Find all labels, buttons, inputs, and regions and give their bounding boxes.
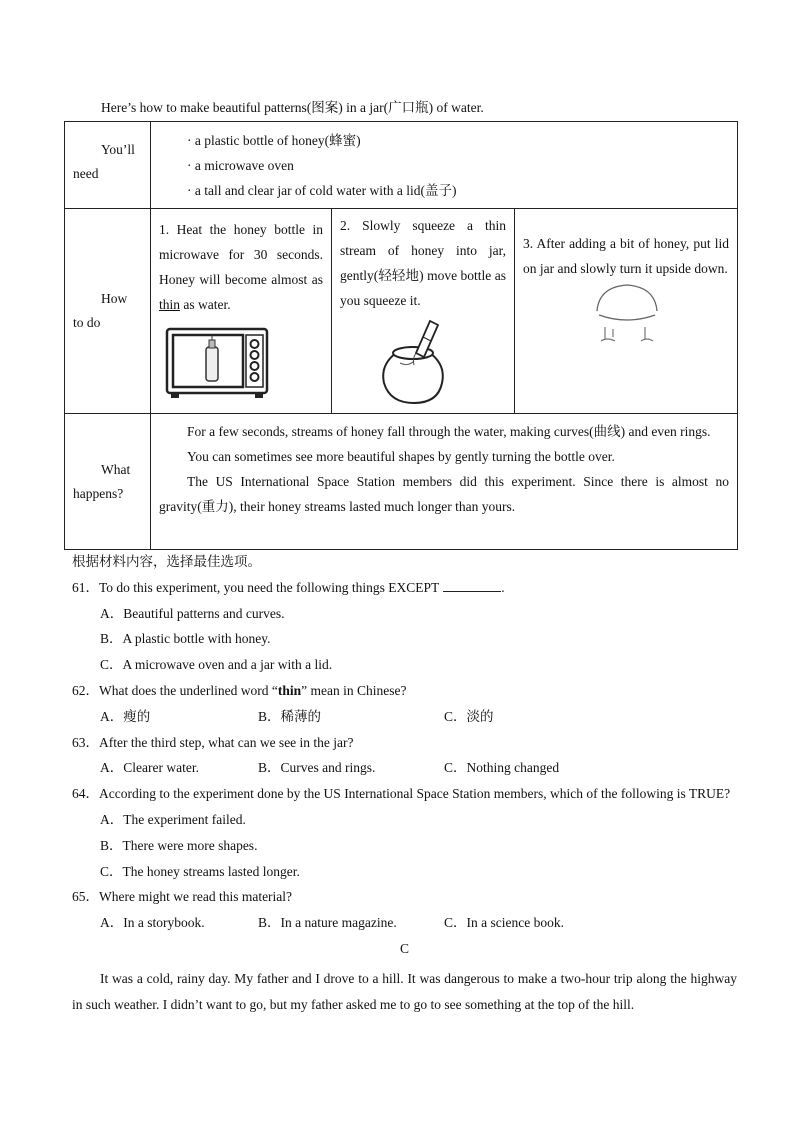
underlined-word-thin: thin [159, 297, 181, 312]
how-label-line1: How [101, 291, 128, 306]
q63-option-a: A．Clearer water. [100, 760, 199, 776]
microwave-oven-image [165, 327, 273, 401]
happens-cell [151, 414, 738, 550]
q62-options [72, 704, 737, 730]
need-item-jar: · a tall and clear jar of cold water with a lid(盖子) [187, 183, 457, 198]
step1-text: 1. Heat the honey bottle in microwave for 30 seconds. Honey will become almost as thin as water. [159, 222, 323, 312]
step2-cell [332, 209, 515, 414]
q61-option-c: C．A microwave oven and a jar with a lid. [100, 657, 333, 673]
instruction-text: 根据材料内容，选择最佳选项。 [72, 554, 261, 569]
q65-options [72, 910, 737, 936]
what-label-cell [65, 414, 151, 550]
passage-c-paragraph: It was a cold, rainy day. My father and I drove to a hill. It was dangerous to make a two-hour trip along the highway in such weather. I didn’t want to go, but my father asked me to go to see something at the top of the hill. [72, 970, 737, 1012]
question-65: 65．Where might we read this material? [72, 889, 293, 905]
q64-option-c: C．The honey streams lasted longer. [100, 863, 300, 879]
need-items-cell [151, 122, 738, 209]
need-label-cell [65, 122, 151, 209]
question-63: 63．After the third step, what can we see in the jar? [72, 734, 354, 750]
q65-option-b: B．In a nature magazine. [258, 915, 397, 931]
happens-paragraph-1: For a few seconds, streams of honey fall through the water, making curves(曲线) and even rings. [187, 424, 711, 439]
q61-option-a: A．Beautiful patterns and curves. [100, 605, 285, 621]
table-row-happens [65, 414, 738, 550]
need-label-line1: You’ll [101, 142, 135, 157]
q62-option-a: A．瘦的 [100, 708, 151, 724]
experiment-table [64, 121, 738, 550]
questions-section [72, 549, 737, 1018]
q65-option-c: C．In a science book. [444, 915, 564, 931]
table-row-how [65, 209, 738, 414]
need-label-line2: need [73, 166, 99, 181]
q61-option-b: B．A plastic bottle with honey. [100, 631, 271, 647]
question-62: 62．What does the underlined word “thin” mean in Chinese? [72, 682, 407, 698]
q62-option-c: C．淡的 [444, 708, 494, 724]
table-row-need [65, 122, 738, 209]
question-64: 64．According to the experiment done by the US International Space Station members, which of the following is TRUE? [72, 786, 731, 802]
step1-cell [151, 209, 332, 414]
how-label-line2: to do [73, 315, 101, 330]
bold-word-thin: thin [277, 682, 302, 698]
q63-option-b: B．Curves and rings. [258, 760, 376, 776]
q65-option-a: A．In a storybook. [100, 915, 205, 931]
q62-option-b: B．稀薄的 [258, 708, 322, 724]
happens-paragraph-2: You can sometimes see more beautiful shapes by gently turning the bottle over. [187, 449, 615, 464]
need-item-honey: · a plastic bottle of honey(蜂蜜) [187, 133, 361, 148]
how-label-cell [65, 209, 151, 414]
need-item-microwave: · a microwave oven [187, 158, 294, 173]
step3-text: 3. After adding a bit of honey, put lid on jar and slowly turn it upside down. [523, 236, 729, 276]
intro-text: Here’s how to make beautiful patterns(图案) in a jar(广口瓶) of water. [101, 100, 484, 115]
q64-option-a: A．The experiment failed. [100, 811, 246, 827]
jar-and-bottle-image [378, 315, 458, 407]
q64-option-b: B．There were more shapes. [100, 837, 258, 853]
upside-down-jar-image [587, 281, 677, 357]
step2-text: 2. Slowly squeeze a thin stream of honey into jar, gently(轻轻地) move bottle as you squeeze it. [340, 218, 506, 308]
what-label-line1: What [101, 461, 131, 477]
q63-options [72, 755, 737, 781]
step3-cell [515, 209, 738, 414]
answer-blank [443, 577, 501, 592]
q63-option-c: C．Nothing changed [444, 760, 560, 776]
section-heading: C [399, 940, 409, 956]
what-label-line2: happens? [73, 485, 124, 501]
happens-paragraph-3: The US International Space Station members did this experiment. Since there is almost no gravity(重力), their honey streams lasted much longer than yours. [159, 474, 729, 514]
question-61: 61．To do this experiment, you need the following things EXCEPT . [72, 575, 737, 601]
